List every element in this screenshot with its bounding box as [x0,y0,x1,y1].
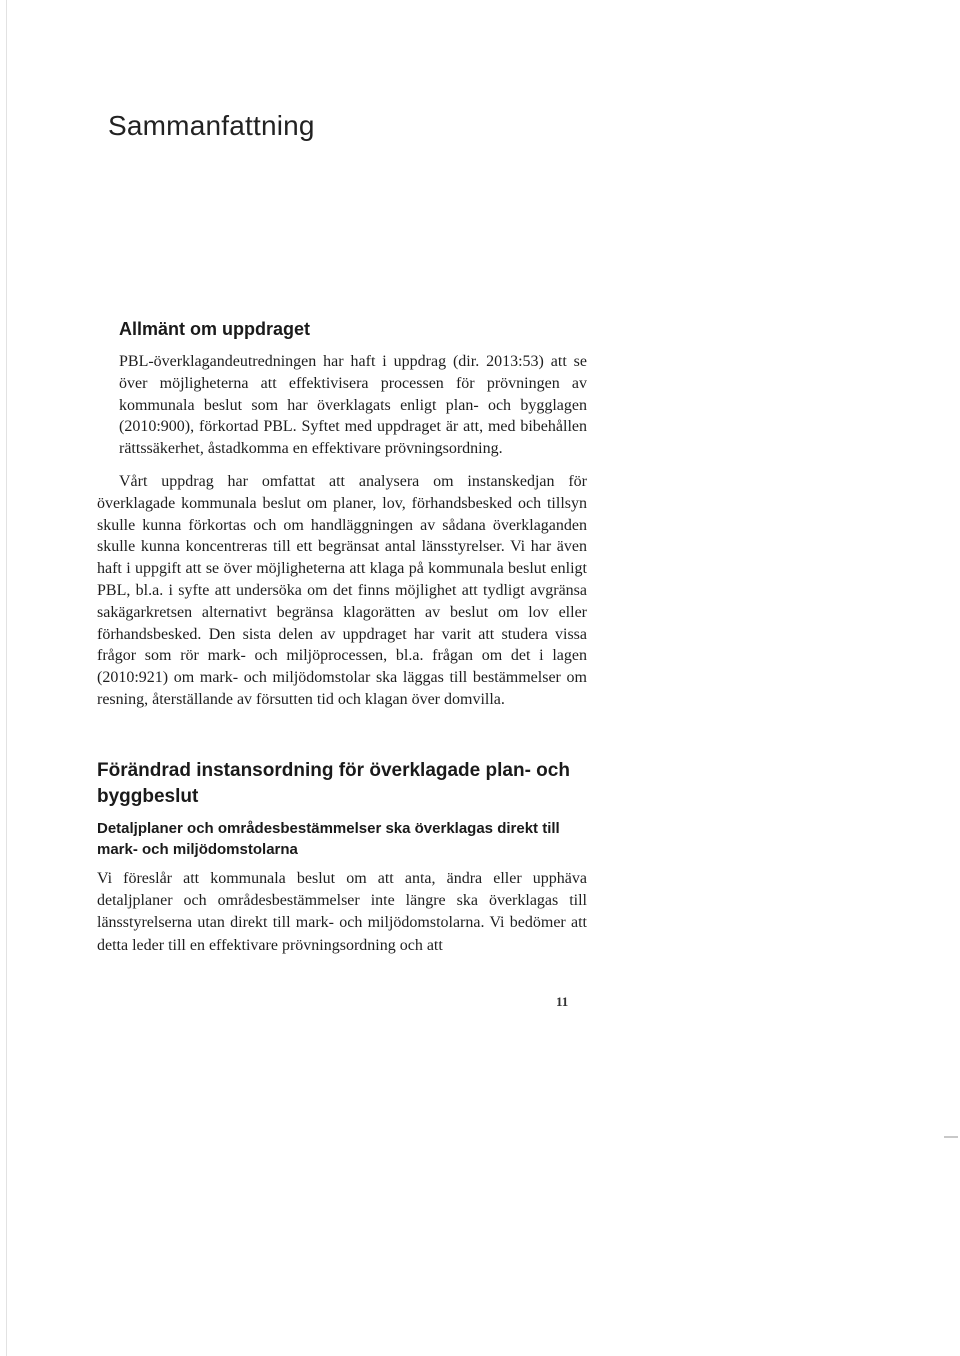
section-heading-instance-order: Förändrad instansordning för överklagade plan- och byggbeslut [97,760,570,807]
page-title: Sammanfattning [108,110,315,141]
paragraph-assignment-scope: Vårt uppdrag har omfattat att analysera om instanskedjan för överklagade kommunala beslut om planer, lov, förhandsbesked och tillsyn skulle kunna förkortas och om handläggningen av sådana överklaganden skulle kunna koncentreras till ett begränsat antal länsstyrelser. Vi har även haft i uppgift att se över möjligheterna att klaga på kommunala beslut enligt PBL, bl.a. i syfte att undersöka om det finns möjlighet att tydligt avgränsa sakägarkretsen alternativt begränsa klagorätten av beslut om lov eller förhandsbesked. Den sista delen av uppdraget har varit att studera vissa frågor som rör mark- och miljöprocessen, bl.a. frågan om det i lagen (2010:921) om mark- och miljödomstolar ska läggas till bestämmelser om resning, återställande av försutten tid och klagan över domvilla. [97,473,587,708]
paragraph-assignment-intro: PBL-överklagandeutredningen har haft i uppdrag (dir. 2013:53) att se över möjligheterna att effektivisera processen för prövningen av kommunala beslut som har överklagats enligt plan- och bygglagen (2010:900), förkortad PBL. Syftet med uppdraget är att, med bibehållen rättssäkerhet, åstadkomma en effektivare prövningsordning. [119,353,587,458]
page-number: 11 [556,994,569,1009]
scan-edge-line [6,0,7,1356]
section-heading-general: Allmänt om uppdraget [119,319,311,339]
subheading-detailed-plans: Detaljplaner och områdesbestämmelser ska överklagas direkt till mark- och miljödomstolarna [97,820,560,858]
paragraph-detailed-plans: Vi föreslår att kommunala beslut om att anta, ändra eller upphäva detaljplaner och områdesbestämmelser inte längre ska överklagas till länsstyrelserna utan direkt till mark- och miljödomstolarna. Vi bedömer att detta leder till en effektivare prövningsordning och att [97,870,587,954]
scan-mark [944,1136,958,1138]
